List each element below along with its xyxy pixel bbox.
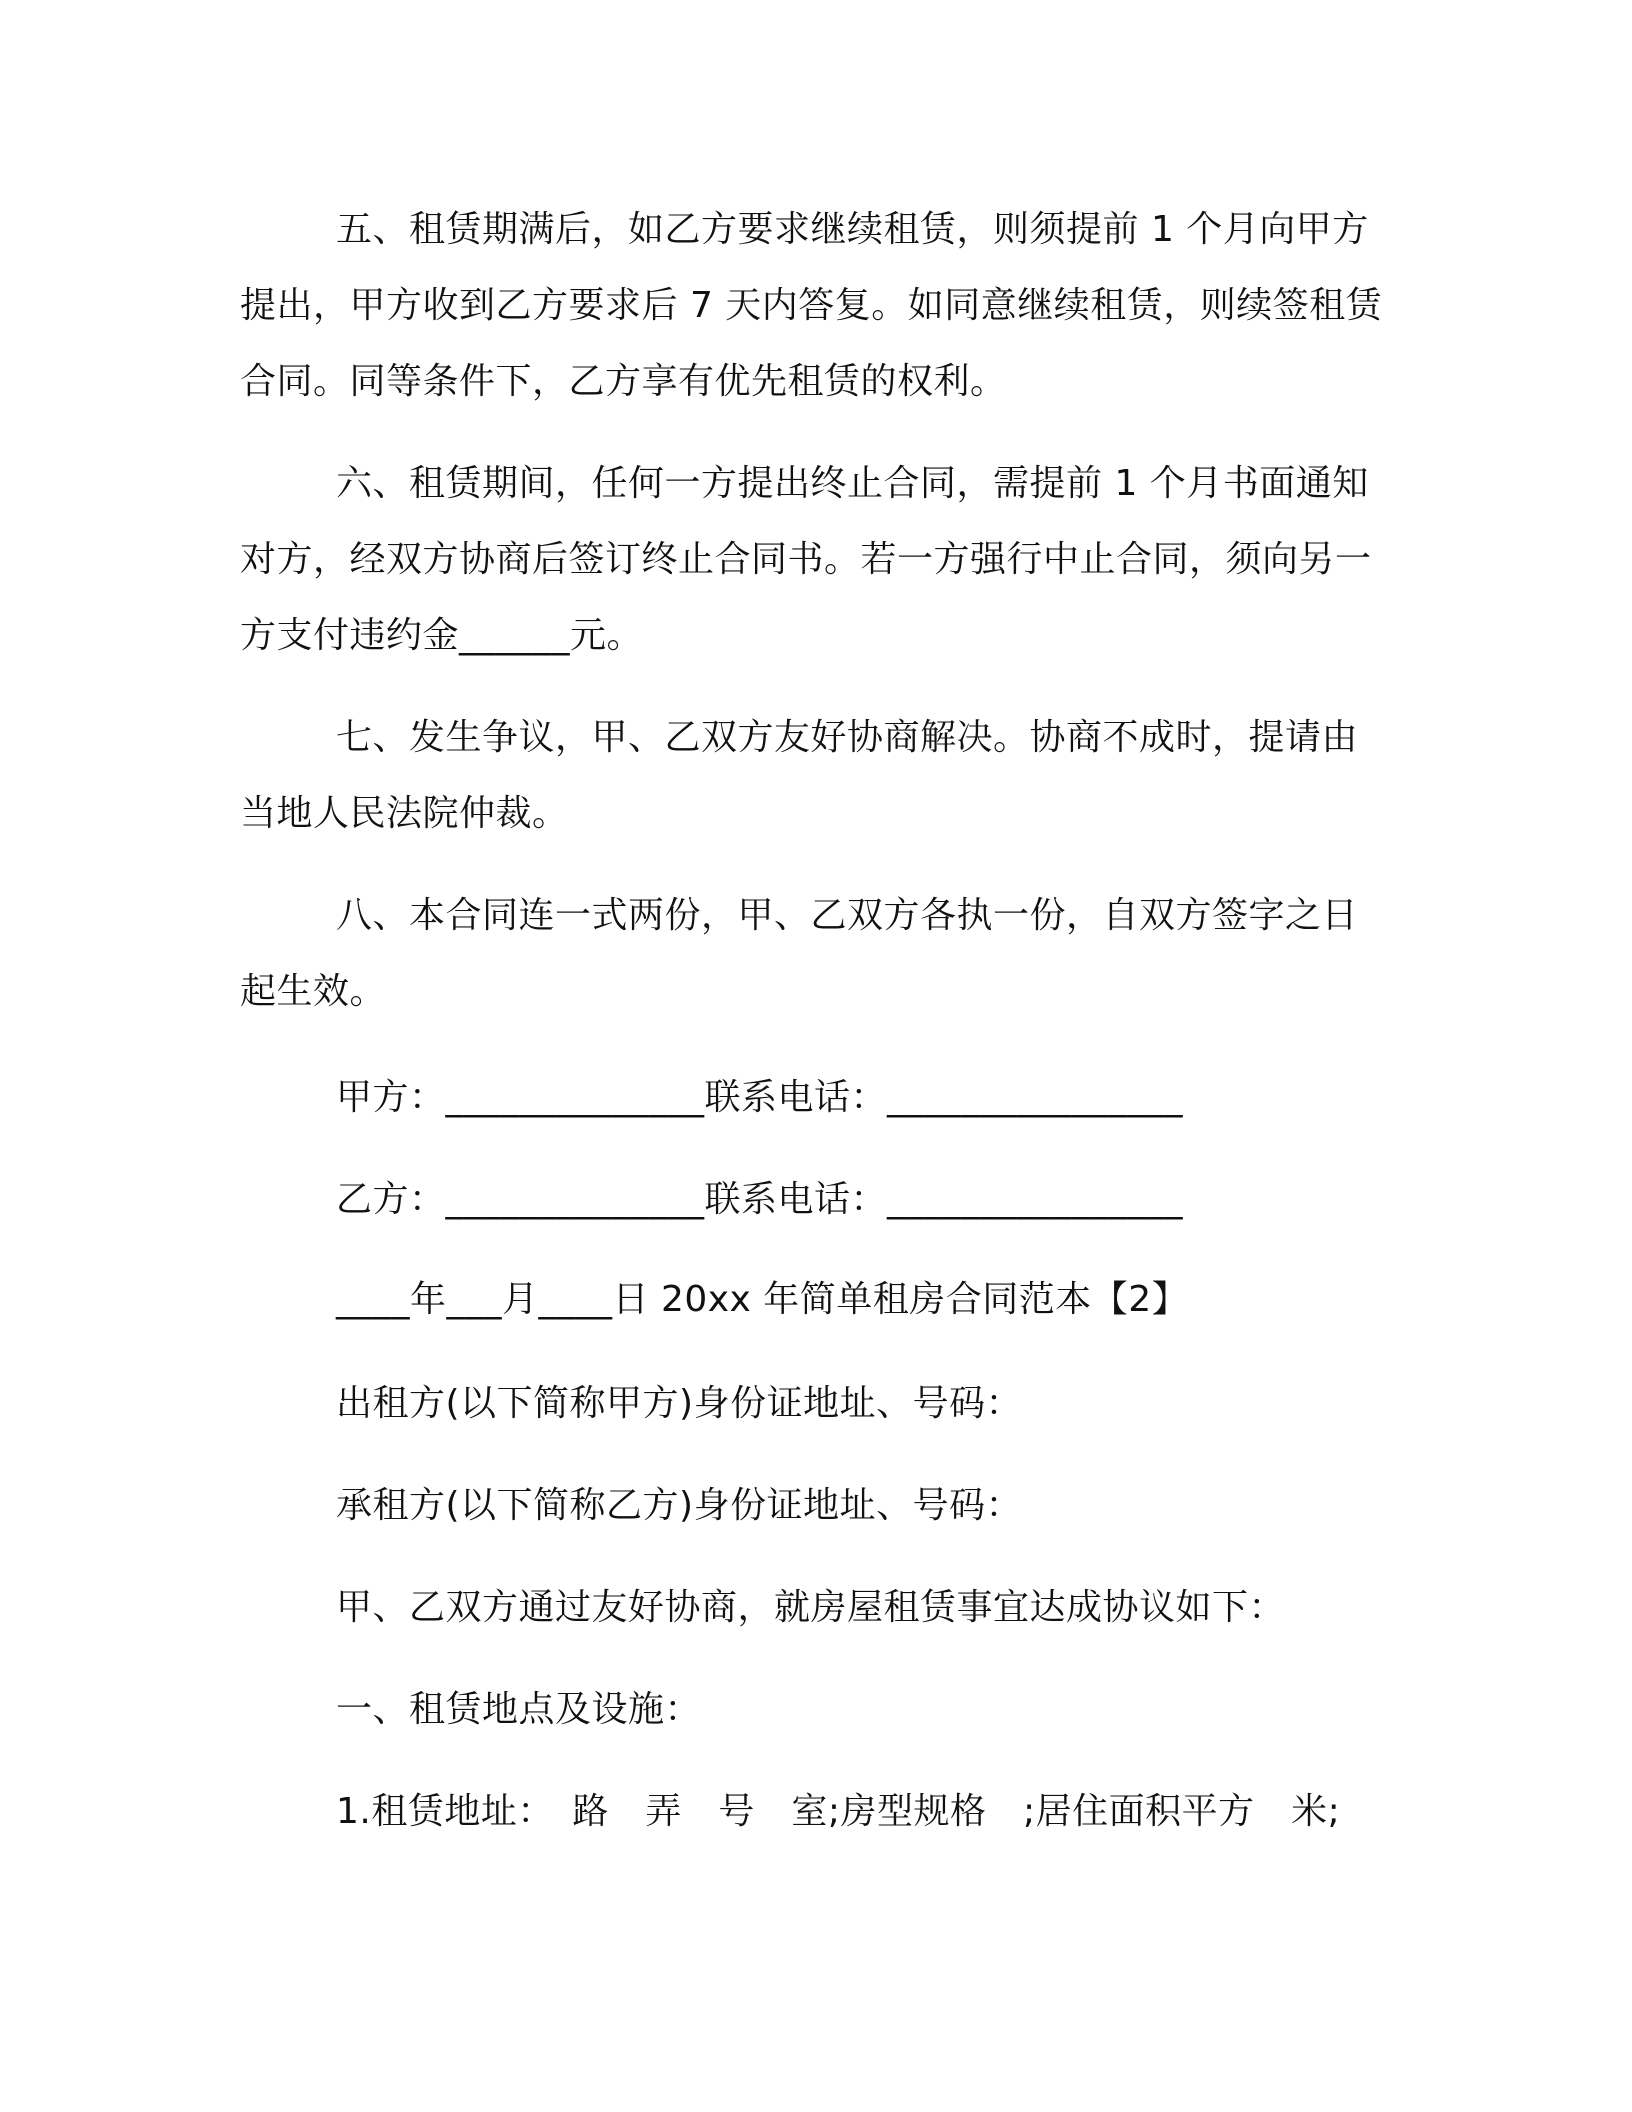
- lessor-id-line: 出租方(以下简称甲方)身份证地址、号码：: [336, 1383, 1023, 1424]
- party-a-signature-line: 甲方：______________联系电话：________________: [336, 1077, 1184, 1118]
- clause-six-paragraph: 六、租赁期间，任何一方提出终止合同，需提前 1 个月书面通知对方，经双方协商后签订终止合同书。若一方强行中止合同，须向另一方支付违约金______元。: [240, 463, 1372, 656]
- clause-eight-paragraph: 八、本合同连一式两份，甲、乙双方各执一份，自双方签字之日起生效。: [240, 895, 1359, 1012]
- date-and-title-line: ____年___月____日 20xx 年简单租房合同范本【2】: [336, 1279, 1189, 1320]
- section-one-heading: 一、租赁地点及设施：: [336, 1689, 702, 1730]
- agreement-intro-line: 甲、乙双方通过友好协商，就房屋租赁事宜达成协议如下：: [336, 1587, 1286, 1628]
- lessee-id-line: 承租方(以下简称乙方)身份证地址、号码：: [336, 1485, 1023, 1526]
- rental-address-line: 1.租赁地址： 路 弄 号 室;房型规格 ;居住面积平方 米;: [336, 1791, 1341, 1832]
- clause-five-paragraph: 五、租赁期满后，如乙方要求继续租赁，则须提前 1 个月向甲方提出，甲方收到乙方要求后 7 天内答复。如同意继续租赁，则续签租赁合同。同等条件下，乙方享有优先租赁的权利。: [240, 209, 1383, 402]
- party-b-signature-line: 乙方：______________联系电话：________________: [336, 1179, 1184, 1220]
- clause-seven-paragraph: 七、发生争议，甲、乙双方友好协商解决。协商不成时，提请由当地人民法院仲裁。: [240, 717, 1359, 834]
